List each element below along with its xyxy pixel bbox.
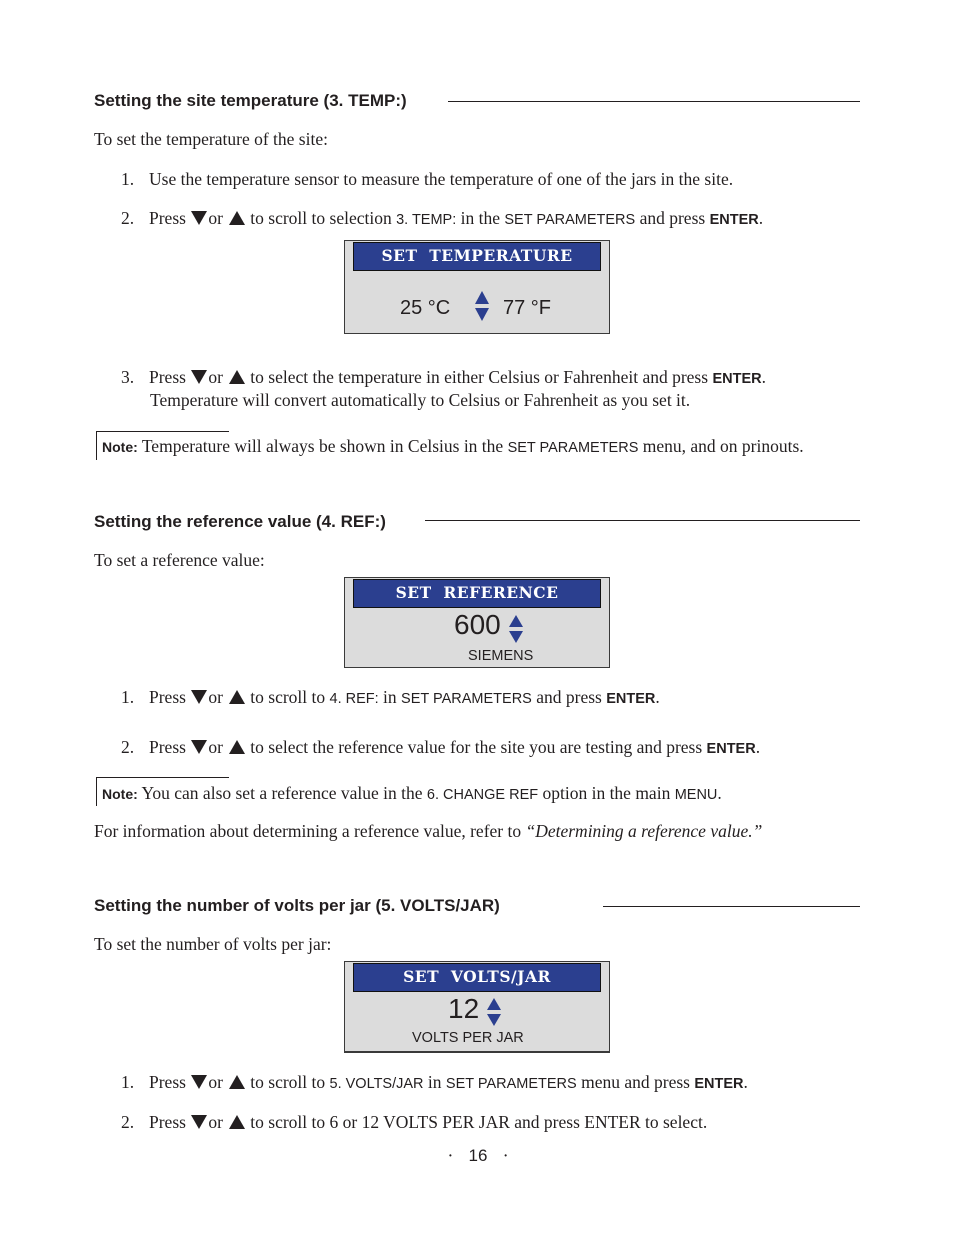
step-text: menu and press [581, 1072, 690, 1092]
step-text: to scroll to selection [250, 208, 392, 228]
bullet-icon: • [504, 1151, 507, 1160]
step-text: to select the temperature in either Celsius or Fahrenheit and press [250, 367, 709, 387]
step-text: . [655, 687, 660, 707]
down-triangle-icon [191, 370, 207, 384]
lcd-screen-reference [344, 577, 610, 668]
step-number: 1. [121, 169, 135, 189]
note-text: menu, and on prinouts. [642, 436, 804, 456]
info-text: For information about determining a reference value, refer to [94, 821, 522, 841]
step-text: Press [149, 1112, 186, 1132]
note-text: . [717, 783, 722, 803]
lcd-screen-temperature [344, 240, 610, 334]
menu-item-name: 5. VOLTS/JAR [329, 1076, 424, 1092]
lcd-title: SET VOLTS/JAR [353, 963, 601, 992]
ref-step-2 [121, 736, 760, 760]
step-number: 2. [121, 737, 135, 757]
step-text: . [758, 208, 764, 228]
page-footer [440, 1146, 516, 1166]
down-triangle-icon [191, 211, 207, 225]
temp-step-2 [121, 207, 763, 231]
note-label: Note: [102, 439, 138, 455]
note-text: You can also set a reference value in the [141, 783, 423, 803]
heading-rule [448, 101, 860, 102]
menu-name: MENU [674, 787, 718, 803]
step-text: to scroll to 6 or 12 VOLTS PER JAR and press ENTER to select. [250, 1112, 708, 1132]
menu-name: SET PARAMETERS [507, 440, 639, 456]
down-triangle-icon [191, 1075, 207, 1089]
lcd-reference-value: 600 [454, 609, 501, 640]
step-number: 2. [121, 208, 135, 228]
step-text: and press [536, 687, 602, 707]
step-text: to scroll to [250, 687, 326, 707]
ref-step-1 [121, 686, 660, 710]
down-triangle-icon [191, 740, 207, 754]
up-down-arrow-icon [486, 997, 502, 1027]
lcd-fahrenheit-value: 77 °F [503, 297, 552, 319]
lcd-reference-unit: SIEMENS [468, 648, 534, 664]
step-text: or [208, 1072, 223, 1092]
ref-section-heading: Setting the reference value (4. REF:) [94, 512, 386, 531]
step-text: to scroll to [250, 1072, 326, 1092]
key-name: ENTER [694, 1076, 744, 1092]
step-text: or [208, 737, 223, 757]
volts-step-2 [121, 1111, 707, 1133]
step-text: in [427, 1072, 442, 1092]
temp-step-3 [121, 366, 766, 390]
step-text: in [383, 687, 397, 707]
up-triangle-icon [229, 211, 245, 225]
step-number: 2. [121, 1112, 135, 1132]
step-text: Use the temperature sensor to measure the temperature of one of the jars in the site. [149, 169, 734, 189]
menu-name: SET PARAMETERS [504, 212, 636, 228]
lcd-volts-value: 12 [448, 993, 480, 1024]
step-text: Press [149, 687, 186, 707]
note-text: Temperature will always be shown in Celsius in the [141, 436, 504, 456]
ref-intro: To set a reference value: [94, 550, 265, 570]
lcd-title: SET TEMPERATURE [353, 242, 601, 271]
step-text: or [208, 208, 223, 228]
up-down-arrow-icon [474, 290, 490, 322]
menu-item-name: 4. REF: [329, 691, 379, 707]
step-number: 3. [121, 367, 135, 387]
volts-section-heading: Setting the number of volts per jar (5. VOLTS/JAR) [94, 896, 500, 915]
step-text: and press [639, 208, 706, 228]
step-text: Press [149, 1072, 186, 1092]
volts-step-1 [121, 1071, 748, 1095]
heading-rule [603, 906, 860, 907]
note-label: Note: [102, 786, 138, 802]
menu-name: SET PARAMETERS [401, 691, 532, 707]
up-triangle-icon [229, 1075, 245, 1089]
step-text: . [761, 367, 766, 387]
step-number: 1. [121, 1072, 135, 1092]
up-triangle-icon [229, 740, 245, 754]
key-name: ENTER [709, 212, 759, 228]
temp-note [102, 435, 804, 459]
temp-section-heading: Setting the site temperature (3. TEMP:) [94, 91, 407, 110]
up-down-arrow-icon [508, 614, 524, 644]
step-number: 1. [121, 687, 135, 707]
step-text: Press [149, 367, 186, 387]
up-triangle-icon [229, 1115, 245, 1129]
page-number: 16 [468, 1146, 488, 1165]
temp-step-3-continued: Temperature will convert automatically to Celsius or Fahrenheit as you set it. [150, 390, 691, 410]
step-text: to select the reference value for the site you are testing and press [250, 737, 703, 757]
ref-note [102, 782, 722, 806]
step-text: Press [149, 737, 186, 757]
note-text: option in the main [542, 783, 671, 803]
lcd-title: SET REFERENCE [353, 579, 601, 608]
step-text: . [755, 737, 761, 757]
lcd-volts-unit: VOLTS PER JAR [412, 1030, 524, 1046]
lcd-screen-volts [344, 961, 610, 1053]
key-name: ENTER [712, 371, 762, 387]
up-triangle-icon [229, 690, 245, 704]
step-text: or [208, 1112, 223, 1132]
step-text: or [208, 687, 223, 707]
key-name: ENTER [606, 691, 656, 707]
menu-item-name: 6. CHANGE REF [426, 787, 539, 803]
menu-item-name: 3. TEMP: [396, 212, 457, 228]
menu-name: SET PARAMETERS [445, 1076, 577, 1092]
step-text: or [208, 367, 223, 387]
down-triangle-icon [191, 690, 207, 704]
cross-reference-link[interactable]: “Determining a reference value.” [525, 821, 763, 841]
step-text: in the [460, 208, 501, 228]
bullet-icon: • [448, 1151, 452, 1160]
step-text: . [743, 1072, 748, 1092]
step-text: Press [149, 208, 186, 228]
lcd-celsius-value: 25 °C [400, 297, 451, 319]
up-triangle-icon [229, 370, 245, 384]
temp-intro: To set the temperature of the site: [94, 129, 328, 149]
ref-info [94, 820, 762, 842]
key-name: ENTER [706, 741, 756, 757]
volts-intro: To set the number of volts per jar: [94, 934, 332, 954]
temp-step-1 [121, 168, 733, 190]
heading-rule [425, 520, 860, 521]
down-triangle-icon [191, 1115, 207, 1129]
